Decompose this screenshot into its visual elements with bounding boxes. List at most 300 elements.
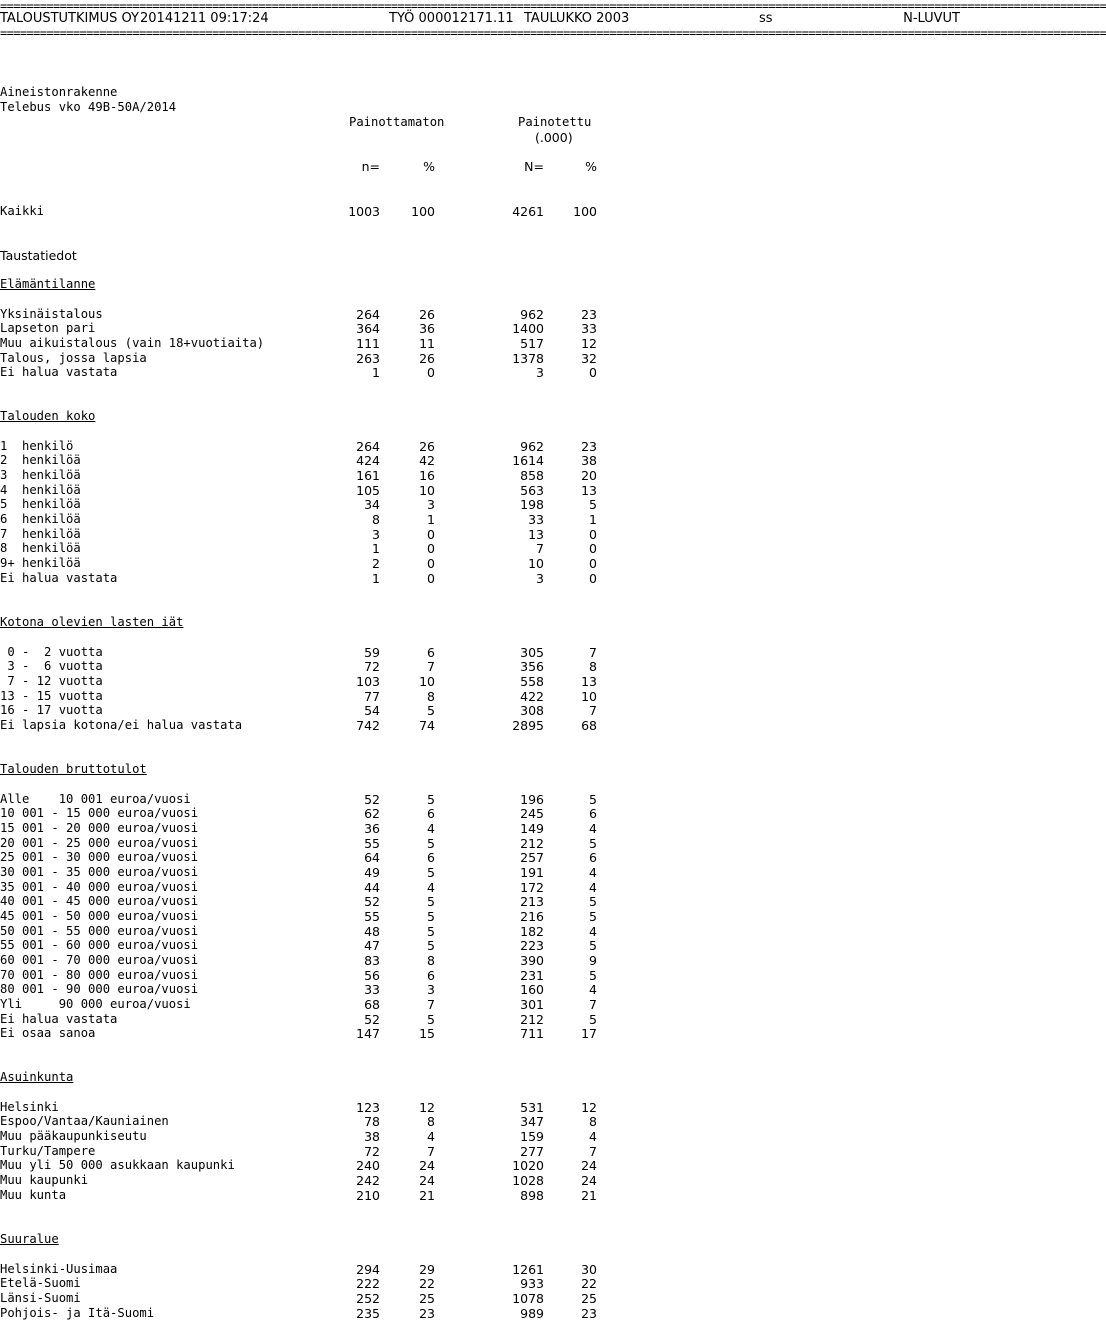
row-label: 7 henkilöä (0, 526, 81, 541)
row-label: Yksinäistalous (0, 306, 103, 321)
cell-N: 711 (520, 1026, 544, 1042)
row-label: 16 - 17 vuotta (0, 703, 103, 718)
cell-pct: 74 (419, 717, 435, 733)
cell-n: 103 (356, 673, 380, 689)
table-row (0, 1262, 960, 1277)
table-row (0, 307, 960, 322)
cell-n: 52 (364, 1011, 380, 1027)
table-row (0, 1173, 960, 1188)
header-rule-bottom: ======================================================================================================================================================================= (0, 26, 1106, 40)
cell-N: 231 (520, 967, 544, 983)
cell-pct-weighted: 4 (589, 879, 597, 895)
table-number: TAULUKKO 2003 (524, 11, 630, 26)
cell-N: 3 (536, 365, 544, 381)
table-row (0, 1306, 960, 1321)
cell-N: 4261 (512, 204, 544, 219)
cell-N: 989 (520, 1305, 544, 1321)
cell-n: 36 (364, 820, 380, 836)
cell-pct: 5 (427, 864, 435, 880)
cell-pct: 0 (427, 526, 435, 542)
table-row (0, 497, 960, 512)
cell-N: 3 (536, 570, 544, 586)
table-row (0, 953, 960, 968)
cell-pct-weighted: 0 (589, 541, 597, 557)
cell-pct-weighted: 13 (581, 482, 597, 498)
table-row (0, 938, 960, 953)
row-label: 70 001 - 80 000 euroa/vuosi (0, 967, 199, 982)
table-row (0, 1114, 960, 1129)
cell-N: 390 (520, 952, 544, 968)
cell-pct: 8 (427, 952, 435, 968)
cell-N: 159 (520, 1128, 544, 1144)
cell-n: 1 (372, 541, 380, 557)
table-row (0, 850, 960, 865)
table-row (0, 1012, 960, 1027)
cell-pct: 23 (419, 1305, 435, 1321)
cell-pct: 26 (419, 350, 435, 366)
row-label: 45 001 - 50 000 euroa/vuosi (0, 908, 199, 923)
cell-pct: 15 (419, 1026, 435, 1042)
cell-pct: 4 (427, 879, 435, 895)
row-label: Ei lapsia kotona/ei halua vastata (0, 717, 243, 732)
cell-N: 33 (528, 511, 544, 527)
background-heading-text: Taustatiedot (0, 248, 77, 263)
cell-n: 240 (356, 1158, 380, 1174)
cell-pct: 0 (427, 555, 435, 571)
row-label: Ei halua vastata (0, 570, 118, 585)
background-heading (0, 248, 960, 263)
cell-N: 13 (528, 526, 544, 542)
cell-N: 558 (520, 673, 544, 689)
cell-pct-weighted: 4 (589, 820, 597, 836)
table-row (0, 894, 960, 909)
cell-pct: 7 (427, 1143, 435, 1159)
row-label: 20 001 - 25 000 euroa/vuosi (0, 835, 199, 850)
cell-n: 1 (372, 365, 380, 381)
run-datetime: 20141211 09:17:24 (140, 11, 269, 26)
row-label: Alle 10 001 euroa/vuosi (0, 791, 191, 806)
table-row (0, 865, 960, 880)
cell-pct: 11 (419, 335, 435, 351)
cell-n: 424 (356, 453, 380, 469)
table-row (0, 1129, 960, 1144)
cell-pct-weighted: 7 (589, 644, 597, 660)
cell-pct-weighted: 13 (581, 673, 597, 689)
row-label: 1 henkilö (0, 438, 74, 453)
cell-N: 196 (520, 791, 544, 807)
cell-pct-weighted: 23 (581, 1305, 597, 1321)
cell-pct: 10 (419, 482, 435, 498)
row-label: 30 001 - 35 000 euroa/vuosi (0, 864, 199, 879)
table-row (0, 689, 960, 704)
cell-N: 1614 (512, 453, 544, 469)
row-label: 25 001 - 30 000 euroa/vuosi (0, 850, 199, 865)
cell-n: 242 (356, 1172, 380, 1188)
cell-pct-weighted: 4 (589, 1128, 597, 1144)
cell-pct: 25 (419, 1290, 435, 1306)
cell-n: 33 (364, 982, 380, 998)
cell-pct-weighted: 30 (581, 1261, 597, 1277)
cell-pct-weighted: 0 (589, 365, 597, 381)
cell-pct: 0 (427, 570, 435, 586)
cell-N: 1020 (512, 1158, 544, 1174)
cell-n: 1 (372, 570, 380, 586)
table-row (0, 880, 960, 895)
cell-pct: 5 (427, 703, 435, 719)
table-row (0, 512, 960, 527)
cell-pct: 0 (427, 365, 435, 381)
cell-pct: 7 (427, 659, 435, 675)
cell-pct-weighted: 5 (589, 497, 597, 513)
section-title-text: Talouden koko (0, 409, 96, 423)
row-label: Talous, jossa lapsia (0, 350, 147, 365)
cell-n: 8 (372, 511, 380, 527)
cell-pct: 0 (427, 541, 435, 557)
cell-n: 44 (364, 879, 380, 895)
section-title (0, 1232, 960, 1247)
cell-pct-weighted: 21 (581, 1187, 597, 1203)
row-label: 4 henkilöä (0, 482, 81, 497)
cell-pct-weighted: 6 (589, 806, 597, 822)
table-row (0, 836, 960, 851)
cell-n: 55 (364, 908, 380, 924)
cell-n: 52 (364, 791, 380, 807)
cell-n: 210 (356, 1187, 380, 1203)
row-label: Helsinki-Uusimaa (0, 1261, 118, 1276)
cell-pct-weighted: 24 (581, 1158, 597, 1174)
cell-N: 898 (520, 1187, 544, 1203)
cell-pct-weighted: 23 (581, 438, 597, 454)
row-label: Turku/Tampere (0, 1143, 96, 1158)
cell-pct-weighted: 17 (581, 1026, 597, 1042)
cell-n: 364 (356, 321, 380, 337)
cell-n: 47 (364, 938, 380, 954)
cell-n: 59 (364, 644, 380, 660)
cell-pct-weighted: 7 (589, 996, 597, 1012)
cell-N: 191 (520, 864, 544, 880)
cell-pct: 5 (427, 894, 435, 910)
row-label: Etelä-Suomi (0, 1276, 81, 1291)
cell-N: 216 (520, 908, 544, 924)
row-label: Muu pääkaupunkiseutu (0, 1128, 147, 1143)
table-row (0, 571, 960, 586)
row-label: 35 001 - 40 000 euroa/vuosi (0, 879, 199, 894)
table-row (0, 321, 960, 336)
cell-n: 83 (364, 952, 380, 968)
cell-pct: 16 (419, 467, 435, 483)
section-title (0, 762, 960, 777)
cell-N: 213 (520, 894, 544, 910)
cell-pct-weighted: 5 (589, 1011, 597, 1027)
header-rule-top: ======================================================================================================================================================================= (0, 0, 1106, 13)
table-row (0, 821, 960, 836)
section-title (0, 409, 960, 424)
table-row (0, 718, 960, 733)
table-row (0, 997, 960, 1012)
cell-n: 123 (356, 1099, 380, 1115)
cell-n: 48 (364, 923, 380, 939)
col-n-header: n= (361, 159, 380, 174)
cell-n: 38 (364, 1128, 380, 1144)
cell-N: 10 (528, 555, 544, 571)
cell-pct: 100 (411, 204, 435, 219)
row-label: 3 - 6 vuotta (0, 659, 103, 674)
cell-pct-weighted: 5 (589, 791, 597, 807)
row-label: 15 001 - 20 000 euroa/vuosi (0, 820, 199, 835)
table-row (0, 703, 960, 718)
row-label: 50 001 - 55 000 euroa/vuosi (0, 923, 199, 938)
row-label: 2 henkilöä (0, 453, 81, 468)
section-title-text: Asuinkunta (0, 1070, 74, 1084)
cell-pct: 12 (419, 1099, 435, 1115)
section-title-text: Kotona olevien lasten iät (0, 615, 184, 629)
row-label: 8 henkilöä (0, 541, 81, 556)
report-header (0, 11, 960, 27)
cell-pct: 4 (427, 820, 435, 836)
cell-n: 68 (364, 996, 380, 1012)
cell-n: 252 (356, 1290, 380, 1306)
row-label: 0 - 2 vuotta (0, 644, 103, 659)
cell-N: 149 (520, 820, 544, 836)
cell-pct-weighted: 0 (589, 570, 597, 586)
column-headers (0, 159, 960, 174)
cell-pct-weighted: 7 (589, 1143, 597, 1159)
table-row (0, 527, 960, 542)
cell-n: 3 (372, 526, 380, 542)
cell-N: 563 (520, 482, 544, 498)
cell-pct: 42 (419, 453, 435, 469)
table-row (0, 365, 960, 380)
unweighted-header: Painottamaton (349, 115, 445, 129)
cell-N: 308 (520, 703, 544, 719)
row-label: Ei osaa sanoa (0, 1026, 96, 1041)
table-row (0, 674, 960, 689)
cell-pct: 21 (419, 1187, 435, 1203)
cell-pct-weighted: 5 (589, 938, 597, 954)
cell-N: 1261 (512, 1261, 544, 1277)
row-label: Ei halua vastata (0, 365, 118, 380)
cell-N: 517 (520, 335, 544, 351)
cell-pct-weighted: 68 (581, 717, 597, 733)
cell-pct-weighted: 0 (589, 526, 597, 542)
report-type: N-LUVUT (903, 11, 960, 26)
row-label: Länsi-Suomi (0, 1290, 81, 1305)
section-title-text: Suuralue (0, 1232, 59, 1246)
cell-pct: 5 (427, 791, 435, 807)
table-row (0, 1026, 960, 1041)
table-row (0, 909, 960, 924)
cell-pct: 22 (419, 1276, 435, 1292)
table-row (0, 1100, 960, 1115)
cell-pct-weighted: 8 (589, 1114, 597, 1130)
row-label: 3 henkilöä (0, 467, 81, 482)
table-row (0, 483, 960, 498)
cell-N: 245 (520, 806, 544, 822)
table-row (0, 982, 960, 997)
cell-pct-weighted: 5 (589, 908, 597, 924)
row-label: Pohjois- ja Itä-Suomi (0, 1305, 155, 1320)
row-label: 80 001 - 90 000 euroa/vuosi (0, 982, 199, 997)
table-row (0, 924, 960, 939)
cell-pct-weighted: 38 (581, 453, 597, 469)
cell-n: 72 (364, 1143, 380, 1159)
cell-pct: 8 (427, 1114, 435, 1130)
row-label: 7 - 12 vuotta (0, 673, 103, 688)
row-label: Ei halua vastata (0, 1011, 118, 1026)
cell-n: 161 (356, 467, 380, 483)
cell-N: 962 (520, 306, 544, 322)
row-label: 9+ henkilöä (0, 555, 81, 570)
table-row (0, 659, 960, 674)
cell-pct: 10 (419, 673, 435, 689)
row-label: Muu aikuistalous (vain 18+vuotiaita) (0, 335, 265, 350)
cell-n: 77 (364, 688, 380, 704)
cell-n: 2 (372, 555, 380, 571)
cell-pct-weighted: 4 (589, 982, 597, 998)
cell-pct-weighted: 1 (589, 511, 597, 527)
cell-n: 72 (364, 659, 380, 675)
cell-pct-weighted: 9 (589, 952, 597, 968)
cell-N: 212 (520, 1011, 544, 1027)
cell-N: 531 (520, 1099, 544, 1115)
cell-n: 147 (356, 1026, 380, 1042)
row-label: Helsinki (0, 1099, 59, 1114)
row-label: 5 henkilöä (0, 497, 81, 512)
row-label: Kaikki (0, 204, 45, 218)
section-title (0, 277, 960, 292)
cell-pct-weighted: 100 (573, 204, 597, 219)
cell-n: 105 (356, 482, 380, 498)
cell-N: 962 (520, 438, 544, 454)
row-label: Lapseton pari (0, 321, 96, 336)
cell-n: 294 (356, 1261, 380, 1277)
cell-pct-weighted: 22 (581, 1276, 597, 1292)
cell-pct: 3 (427, 497, 435, 513)
cell-N: 182 (520, 923, 544, 939)
cell-pct-weighted: 20 (581, 467, 597, 483)
weighted-header: Painotettu (518, 115, 592, 129)
table-row (0, 336, 960, 351)
cell-pct: 1 (427, 511, 435, 527)
table-row (0, 1188, 960, 1203)
cell-pct: 24 (419, 1172, 435, 1188)
cell-n: 64 (364, 850, 380, 866)
table-row (0, 645, 960, 660)
cell-pct-weighted: 10 (581, 688, 597, 704)
col-pct-weighted-header: % (585, 159, 597, 174)
cell-n: 264 (356, 438, 380, 454)
report-title: Aineistonrakenne (0, 85, 118, 99)
cell-n: 56 (364, 967, 380, 983)
table-row (0, 1276, 960, 1291)
table-row (0, 351, 960, 366)
cell-pct: 5 (427, 835, 435, 851)
table-row (0, 556, 960, 571)
cell-pct: 5 (427, 938, 435, 954)
cell-n: 78 (364, 1114, 380, 1130)
table-row (0, 468, 960, 483)
table-row (0, 439, 960, 454)
table-row (0, 453, 960, 468)
cell-N: 223 (520, 938, 544, 954)
cell-pct-weighted: 12 (581, 1099, 597, 1115)
cell-n: 1003 (348, 204, 380, 219)
cell-N: 933 (520, 1276, 544, 1292)
row-label: 13 - 15 vuotta (0, 688, 103, 703)
cell-pct-weighted: 32 (581, 350, 597, 366)
cell-N: 277 (520, 1143, 544, 1159)
cell-N: 1400 (512, 321, 544, 337)
cell-pct-weighted: 4 (589, 923, 597, 939)
cell-pct: 6 (427, 967, 435, 983)
cell-pct: 26 (419, 438, 435, 454)
cell-n: 235 (356, 1305, 380, 1321)
cell-pct: 6 (427, 644, 435, 660)
row-label: 40 001 - 45 000 euroa/vuosi (0, 894, 199, 909)
row-label: 6 henkilöä (0, 511, 81, 526)
cell-N: 305 (520, 644, 544, 660)
ss-label: ss (759, 11, 773, 26)
cell-N: 160 (520, 982, 544, 998)
table-row (0, 1144, 960, 1159)
cell-N: 198 (520, 497, 544, 513)
table-row (0, 806, 960, 821)
cell-n: 54 (364, 703, 380, 719)
cell-n: 62 (364, 806, 380, 822)
cell-pct-weighted: 23 (581, 306, 597, 322)
table-row (0, 541, 960, 556)
cell-pct-weighted: 25 (581, 1290, 597, 1306)
cell-n: 222 (356, 1276, 380, 1292)
cell-pct-weighted: 12 (581, 335, 597, 351)
row-label: Muu yli 50 000 asukkaan kaupunki (0, 1158, 235, 1173)
report-subtitle: Telebus vko 49B-50A/2014 (0, 100, 177, 114)
section-title-text: Talouden bruttotulot (0, 762, 147, 776)
table-row (0, 792, 960, 807)
cell-pct-weighted: 5 (589, 967, 597, 983)
company-name: TALOUSTUTKIMUS OY (0, 11, 139, 26)
row-label: 10 001 - 15 000 euroa/vuosi (0, 806, 199, 821)
cell-pct: 5 (427, 923, 435, 939)
cell-pct: 6 (427, 850, 435, 866)
cell-pct: 6 (427, 806, 435, 822)
cell-n: 111 (356, 335, 380, 351)
row-label: 55 001 - 60 000 euroa/vuosi (0, 938, 199, 953)
cell-n: 52 (364, 894, 380, 910)
row-label: Yli 90 000 euroa/vuosi (0, 996, 191, 1011)
cell-N: 1028 (512, 1172, 544, 1188)
cell-pct-weighted: 33 (581, 321, 597, 337)
section-title-text: Elämäntilanne (0, 277, 96, 291)
cell-pct: 5 (427, 908, 435, 924)
cell-pct-weighted: 5 (589, 894, 597, 910)
total-row (0, 204, 960, 219)
cell-pct: 5 (427, 1011, 435, 1027)
cell-N: 7 (536, 541, 544, 557)
cell-pct: 4 (427, 1128, 435, 1144)
cell-N: 1078 (512, 1290, 544, 1306)
table-row (0, 1291, 960, 1306)
row-label: 60 001 - 70 000 euroa/vuosi (0, 952, 199, 967)
col-N-header: N= (524, 159, 544, 174)
cell-n: 263 (356, 350, 380, 366)
cell-pct: 26 (419, 306, 435, 322)
section-title (0, 615, 960, 630)
cell-pct-weighted: 0 (589, 555, 597, 571)
cell-N: 422 (520, 688, 544, 704)
table-row (0, 1158, 960, 1173)
cell-N: 301 (520, 996, 544, 1012)
